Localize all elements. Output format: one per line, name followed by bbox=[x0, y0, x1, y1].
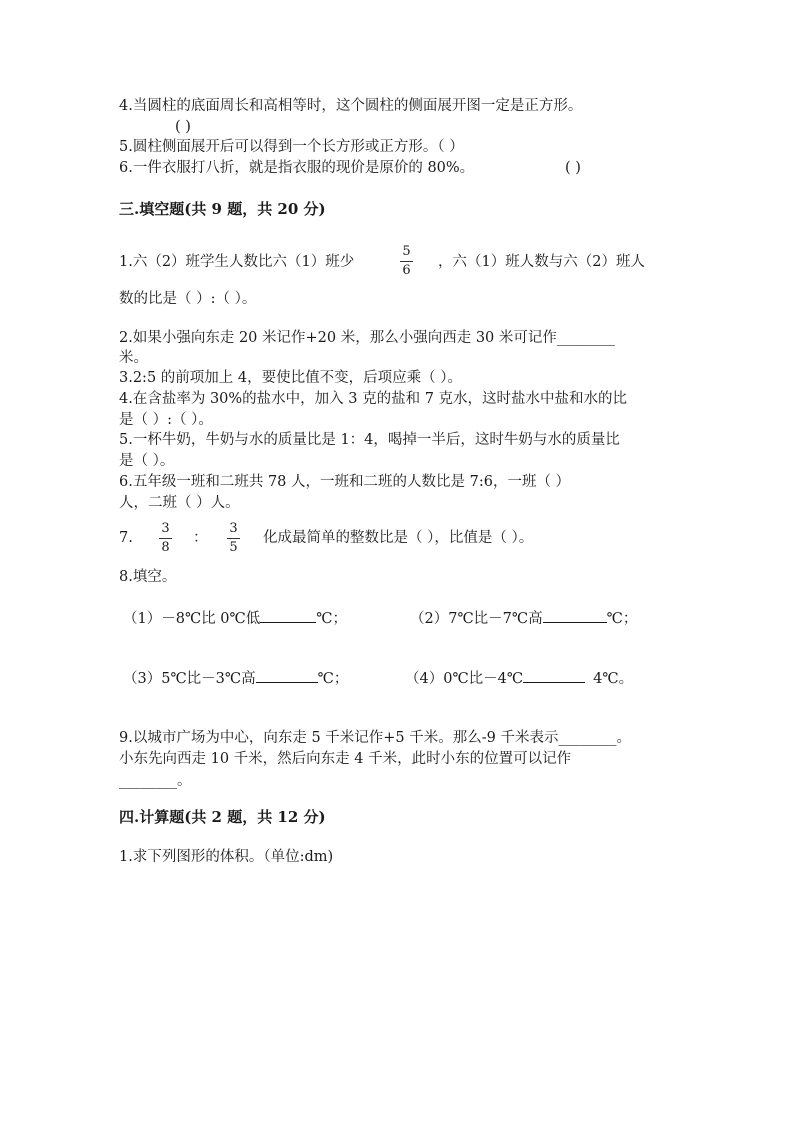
fill-q7-colon: ： bbox=[193, 530, 208, 546]
q8-part2-unit: ℃； bbox=[606, 611, 638, 627]
q8-part1-unit: ℃； bbox=[316, 611, 347, 627]
q8-part3-unit: ℃； bbox=[317, 671, 349, 687]
fraction-bar bbox=[400, 261, 413, 262]
fraction-denominator: 5 bbox=[229, 540, 238, 555]
judgment-q4-answer-paren[interactable]: ( ) bbox=[175, 119, 191, 135]
q8-part2-answer-blank[interactable] bbox=[543, 608, 607, 623]
calc-q1: 1.求下列图形的体积。（单位:dm) bbox=[119, 849, 334, 865]
q8-part2-prefix: （2）7℃比－7℃高 bbox=[410, 611, 543, 627]
fill-q4-line1: 4.在含盐率为 30%的盐水中，加入 3 克的盐和 7 克水，这时盐水中盐和水的比 bbox=[119, 391, 628, 407]
fraction-denominator: 6 bbox=[402, 263, 411, 278]
q8-part3-answer-blank[interactable] bbox=[256, 668, 318, 683]
fraction-numerator: 3 bbox=[229, 521, 238, 536]
fraction-numerator: 3 bbox=[161, 521, 170, 536]
fill-q8-part4 bbox=[405, 668, 633, 688]
fill-q8-part2 bbox=[410, 608, 637, 628]
section4-title: 四.计算题(共 2 题，共 12 分) bbox=[119, 808, 326, 826]
fraction-denominator: 8 bbox=[161, 540, 170, 555]
judgment-q5: 5.圆柱侧面展开后可以得到一个长方形或正方形。（ ） bbox=[119, 139, 464, 155]
q8-part4-answer-blank[interactable] bbox=[523, 668, 585, 683]
fill-q7-fraction-1 bbox=[159, 521, 172, 555]
fill-q7-number: 7. bbox=[119, 530, 133, 546]
judgment-q6-answer-paren[interactable]: ( ) bbox=[565, 160, 581, 176]
q8-part1-prefix: （1）－8℃比 0℃低 bbox=[123, 611, 261, 627]
fill-q7-fraction-2 bbox=[227, 521, 240, 555]
fill-q1-line2: 数的比是（ ）:（ ）。 bbox=[119, 291, 257, 307]
fill-q7-text: 化成最简单的整数比是（ ），比值是（ ）。 bbox=[263, 530, 534, 546]
fill-q5-line2: 是（ ）。 bbox=[119, 453, 175, 469]
fill-q6-line1: 6.五年级一班和二班共 78 人，一班和二班的人数比是 7:6，一班（ ） bbox=[119, 474, 571, 490]
fill-q8-part1 bbox=[123, 608, 347, 628]
q8-part4-suffix: 4℃。 bbox=[593, 671, 634, 687]
fill-q2-line1: 2.如果小强向东走 20 米记作+20 米，那么小强向西走 30 米可记作________ bbox=[119, 330, 615, 346]
fraction-numerator: 5 bbox=[402, 244, 411, 259]
fill-q9-line3: ________。 bbox=[119, 773, 192, 789]
q8-part1-answer-blank[interactable] bbox=[260, 608, 316, 623]
fill-q8-title: 8.填空。 bbox=[119, 569, 177, 585]
fill-q6-line2: 人，二班（ ）人。 bbox=[119, 495, 240, 511]
fill-q5-line1: 5.一杯牛奶，牛奶与水的质量比是 1：4，喝掉一半后，这时牛奶与水的质量比 bbox=[119, 432, 620, 448]
fill-q9-line2: 小东先向西走 10 千米，然后向东走 4 千米，此时小东的位置可以记作 bbox=[119, 751, 572, 767]
fill-q4-line2: 是（ ）:（ ）。 bbox=[119, 412, 213, 428]
fill-q8-part3 bbox=[123, 668, 348, 688]
fill-q3: 3.2:5 的前项加上 4，要使比值不变，后项应乘（ ）。 bbox=[119, 370, 462, 386]
fill-q2-line2: 米。 bbox=[119, 350, 148, 366]
q8-part4-prefix: （4）0℃比－4℃ bbox=[405, 671, 524, 687]
fill-q9-line1: 9.以城市广场为中心，向东走 5 千米记作+5 千米。那么-9 千米表示________。 bbox=[119, 730, 631, 746]
section3-title: 三.填空题(共 9 题，共 20 分) bbox=[119, 200, 326, 218]
judgment-q6-text: 6.一件衣服打八折，就是指衣服的现价是原价的 80%。 bbox=[119, 160, 475, 176]
judgment-q4-line1: 4.当圆柱的底面周长和高相等时，这个圆柱的侧面展开图一定是正方形。 bbox=[119, 98, 583, 114]
fraction-bar bbox=[159, 538, 172, 539]
q8-part3-prefix: （3）5℃比－3℃高 bbox=[123, 671, 256, 687]
fill-q1-fraction bbox=[400, 244, 413, 278]
fill-q1-suffix: ，六（1）班人数与六（2）班人 bbox=[438, 254, 645, 270]
fill-q1-prefix: 1.六（2）班学生人数比六（1）班少 bbox=[119, 254, 355, 270]
fraction-bar bbox=[227, 538, 240, 539]
